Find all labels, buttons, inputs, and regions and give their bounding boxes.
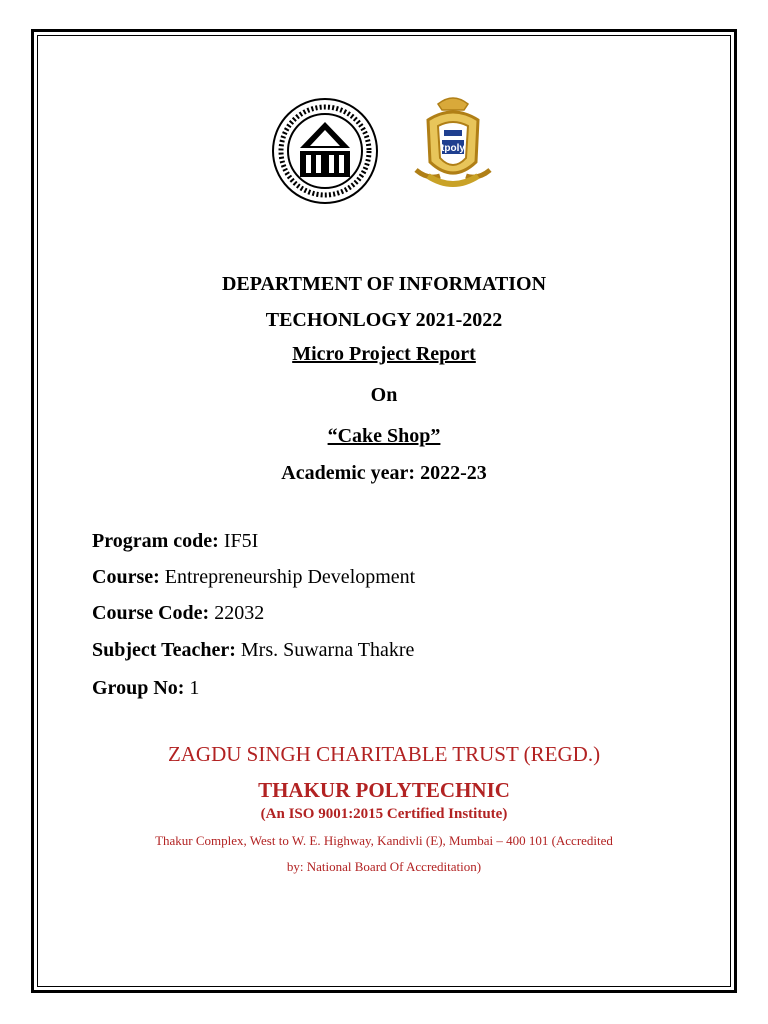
board-seal-icon [270, 96, 380, 206]
detail-label: Course: [92, 566, 160, 588]
project-title: “Cake Shop” [327, 425, 441, 447]
detail-value: Mrs. Suwarna Thakre [240, 639, 415, 661]
logo-row [0, 92, 768, 212]
detail-value: 22032 [214, 602, 265, 624]
detail-course-code [92, 602, 264, 625]
detail-value: 1 [189, 677, 200, 699]
detail-value: Entrepreneurship Development [164, 566, 416, 588]
academic-year: Academic year: 2022-23 [281, 462, 487, 484]
detail-course [92, 566, 415, 589]
detail-program-code [92, 530, 258, 553]
department-line-1: DEPARTMENT OF INFORMATION [221, 273, 547, 295]
department-line-2: TECHONLOGY 2021-2022 [265, 309, 503, 331]
detail-subject-teacher [92, 639, 414, 662]
svg-text:tpoly: tpoly [441, 143, 465, 154]
detail-label: Subject Teacher: [92, 639, 236, 661]
certification: (An ISO 9001:2015 Certified Institute) [260, 806, 508, 822]
trust-name: ZAGDU SINGH CHARITABLE TRUST (REGD.) [167, 742, 601, 766]
tpoly-crest-icon [398, 92, 508, 202]
detail-label: Program code: [92, 530, 219, 552]
detail-value: IF5I [223, 530, 259, 552]
detail-group-no [92, 677, 199, 700]
detail-label: Group No: [92, 677, 185, 699]
on-label: On [370, 384, 398, 406]
address-line-2: by: National Board Of Accreditation) [286, 859, 482, 874]
institute-name: THAKUR POLYTECHNIC [258, 778, 510, 802]
report-type: Micro Project Report [292, 343, 476, 365]
detail-label: Course Code: [92, 602, 210, 624]
address-line-1: Thakur Complex, West to W. E. Highway, Kandivli (E), Mumbai – 400 101 (Accredited [155, 833, 613, 848]
